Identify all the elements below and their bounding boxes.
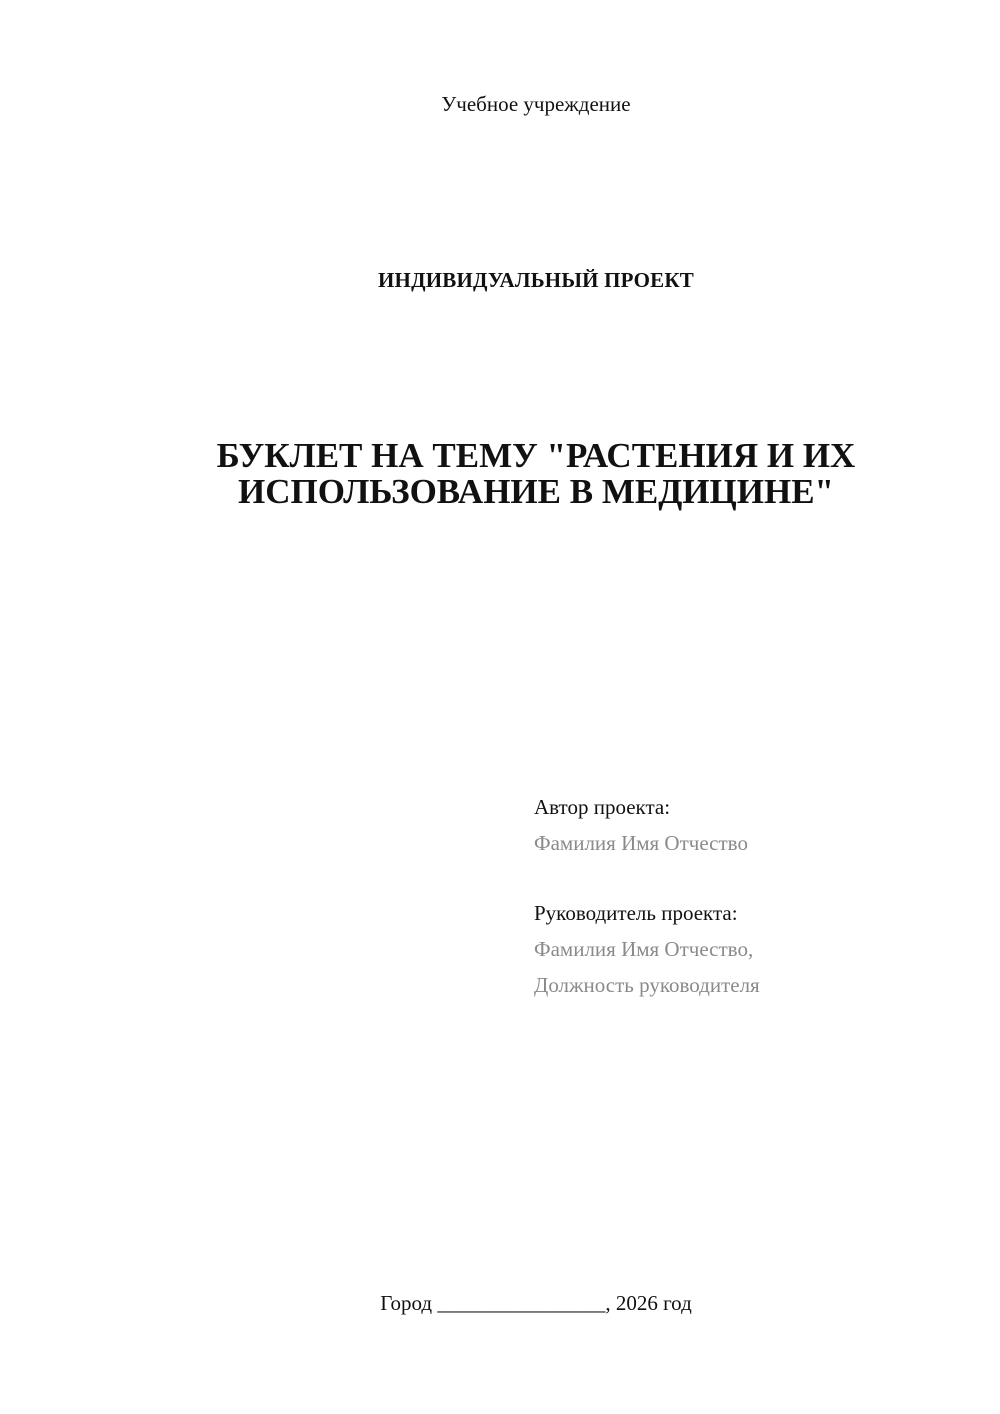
document-title: [150, 438, 922, 510]
spacer: [534, 861, 954, 895]
city-year-line: Город ________________, 2026 год: [380, 1291, 692, 1315]
document-type: ИНДИВИДУАЛЬНЫЙ ПРОЕКТ: [378, 268, 694, 292]
author-label: Автор проекта:: [534, 795, 671, 819]
supervisor-label: Руководитель проекта:: [534, 901, 738, 925]
supervisor-position: Должность руководителя: [534, 973, 760, 997]
supervisor-name: Фамилия Имя Отчество,: [534, 937, 754, 961]
author-name: Фамилия Имя Отчество: [534, 831, 748, 855]
institution-name: Учебное учреждение: [441, 92, 631, 116]
document-title-line-2: ИСПОЛЬЗОВАНИЕ В МЕДИЦИНЕ": [238, 472, 834, 511]
document-title-line-1: БУКЛЕТ НА ТЕМУ "РАСТЕНИЯ И ИХ: [216, 436, 856, 475]
project-info: [534, 789, 954, 1003]
